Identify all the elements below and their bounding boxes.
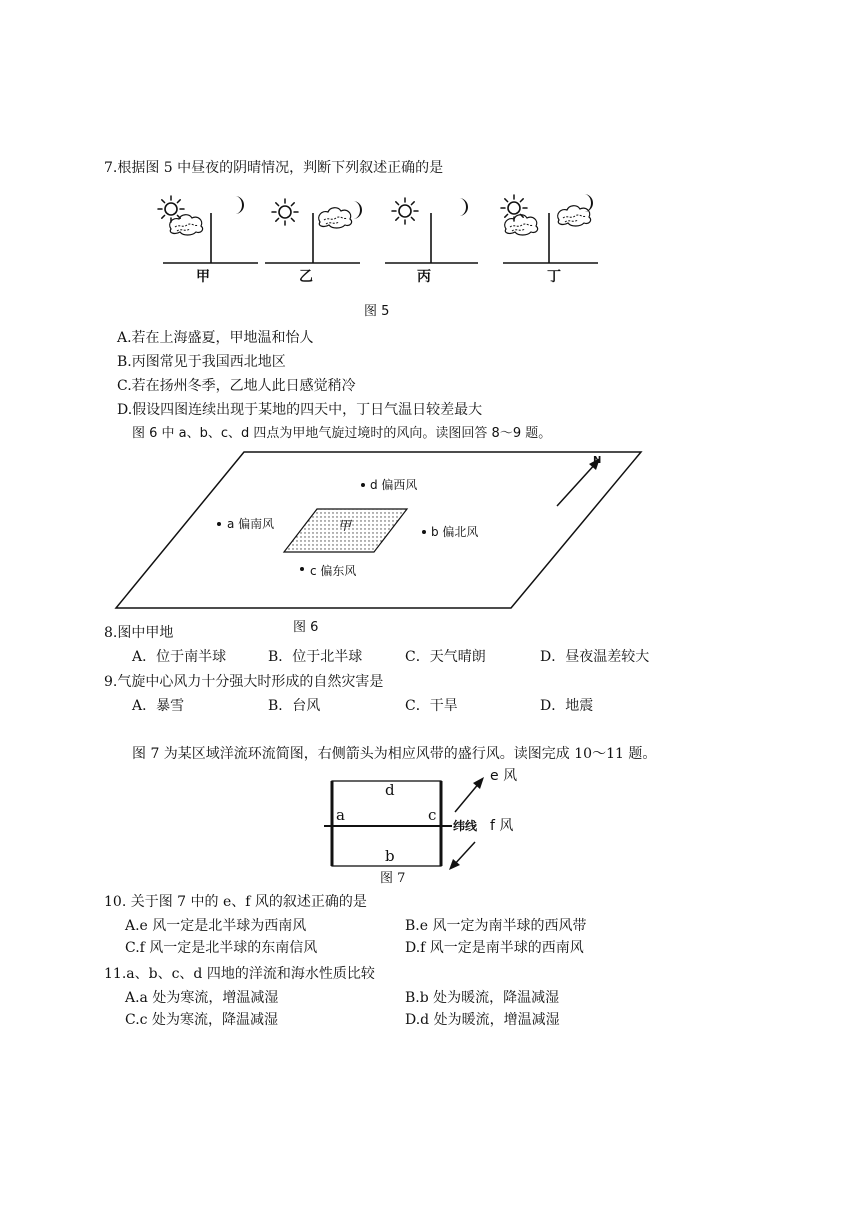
north-label: N <box>593 455 602 466</box>
point-a-dot <box>217 522 221 526</box>
figure-7-intro: 图 7 为某区域洋流环流简图，右侧箭头为相应风带的盛行风。读图完成 10～11 题。 <box>132 746 657 762</box>
q8-option-d: D．昼夜温差较大 <box>540 649 650 665</box>
panel-jia <box>158 196 258 263</box>
center-label: 甲 <box>338 519 352 534</box>
q11-option-d: D.d 处为暖流，增温减湿 <box>405 1012 560 1028</box>
point-c-label: c 偏东风 <box>310 564 357 578</box>
sun-icon <box>272 199 298 225</box>
point-b-dot <box>422 530 426 534</box>
cloud-icon <box>558 206 591 226</box>
wind-f-label: f 风 <box>490 818 514 834</box>
q10-option-d: D.f 风一定是南半球的西南风 <box>405 940 584 956</box>
cloud-icon <box>505 215 538 235</box>
q10-option-a: A.e 风一定是北半球为西南风 <box>125 918 307 934</box>
label-a: a <box>336 806 345 824</box>
figure-7-caption: 图 7 <box>380 871 406 886</box>
north-arrow <box>557 462 597 506</box>
q7-stem: 7.根据图 5 中昼夜的阴晴情况，判断下列叙述正确的是 <box>104 160 444 176</box>
figure-5-drawing <box>0 0 860 300</box>
q7-option-c: C.若在扬州冬季，乙地人此日感觉稍冷 <box>117 378 356 394</box>
figure-6-intro: 图 6 中 a、b、c、d 四点为甲地气旋过境时的风向。读图回答 8～9 题。 <box>132 426 552 441</box>
q8-option-b: B．位于北半球 <box>268 649 363 665</box>
moon-icon <box>584 194 593 212</box>
wind-e-arrow-head <box>473 777 484 789</box>
moon-icon <box>459 198 468 216</box>
q8-option-a: A．位于南半球 <box>132 649 227 665</box>
wind-e-arrow <box>455 782 480 812</box>
panel-bing <box>385 198 478 263</box>
cloud-icon <box>170 215 203 235</box>
figure-5-caption: 图 5 <box>364 304 390 319</box>
q10-option-c: C.f 风一定是北半球的东南信风 <box>125 940 318 956</box>
label-d: d <box>385 781 395 799</box>
q7-option-a: A.若在上海盛夏，甲地温和怡人 <box>117 330 314 346</box>
q7-option-d: D.假设四图连续出现于某地的四天中，丁日气温日较差最大 <box>117 402 483 418</box>
panel-ding <box>501 194 598 263</box>
point-d-dot <box>361 483 365 487</box>
q9-stem: 9.气旋中心风力十分强大时形成的自然灾害是 <box>104 674 384 690</box>
q8-option-c: C．天气晴朗 <box>405 649 486 665</box>
cloud-icon <box>319 208 352 228</box>
q9-option-b: B．台风 <box>268 698 321 714</box>
latitude-label: 纬线 <box>453 819 478 833</box>
panel-yi <box>265 199 362 263</box>
q7-option-b: B.丙图常见于我国西北地区 <box>117 354 286 370</box>
panel-label-yi: 乙 <box>299 269 313 285</box>
point-c-dot <box>300 567 304 571</box>
moon-icon <box>353 201 362 219</box>
point-b-label: b 偏北风 <box>431 525 479 539</box>
q8-stem: 8.图中甲地 <box>104 625 174 641</box>
point-d-label: d 偏西风 <box>370 478 418 492</box>
q9-option-a: A．暴雪 <box>132 698 185 714</box>
figure-6-drawing <box>0 440 860 640</box>
label-b: b <box>385 847 395 865</box>
sun-icon <box>392 198 418 224</box>
sun-icon <box>501 195 527 221</box>
q11-option-c: C.c 处为寒流，降温减湿 <box>125 1012 278 1028</box>
panel-label-ding: 丁 <box>547 269 561 285</box>
wind-e-label: e 风 <box>490 768 518 784</box>
q11-stem: 11.a、b、c、d 四地的洋流和海水性质比较 <box>104 966 375 982</box>
panel-label-jia: 甲 <box>196 269 210 285</box>
q9-option-c: C．干旱 <box>405 698 458 714</box>
q9-option-d: D．地震 <box>540 698 594 714</box>
q11-option-a: A.a 处为寒流，增温减湿 <box>125 990 279 1006</box>
point-a-label: a 偏南风 <box>227 517 275 531</box>
q10-stem: 10. 关于图 7 中的 e、f 风的叙述正确的是 <box>104 894 367 910</box>
figure-6-caption: 图 6 <box>293 620 319 635</box>
q11-option-b: B.b 处为暖流，降温减湿 <box>405 990 560 1006</box>
q10-option-b: B.e 风一定为南半球的西风带 <box>405 918 587 934</box>
panel-label-bing: 丙 <box>417 269 431 285</box>
label-c: c <box>428 806 437 824</box>
moon-icon <box>235 196 244 214</box>
